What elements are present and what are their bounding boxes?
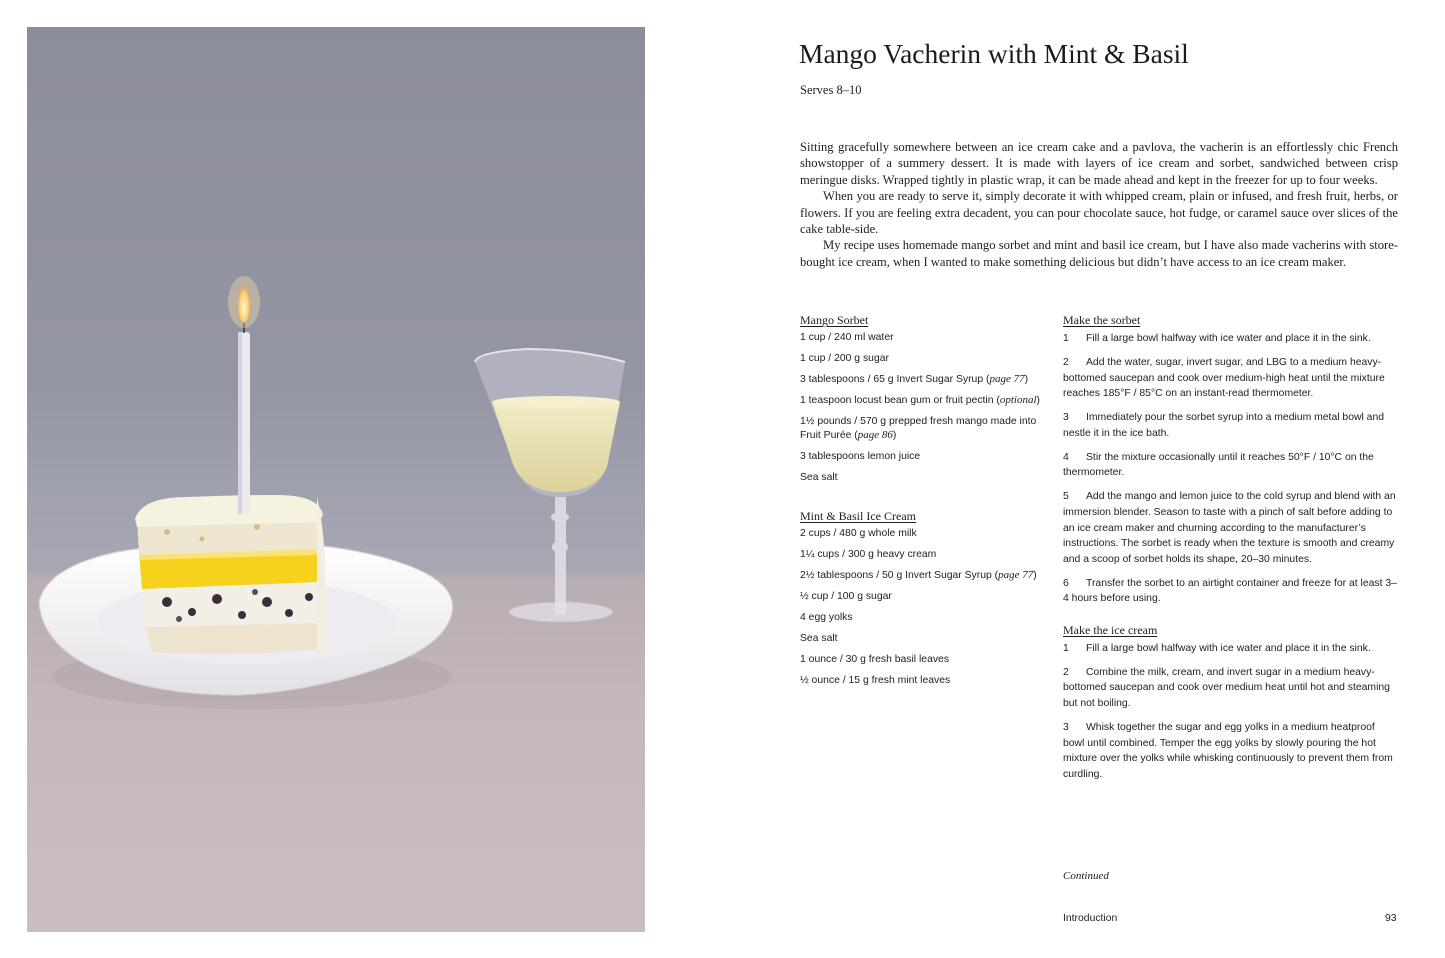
method-ice-cream — [1063, 623, 1399, 783]
step-number: 5 — [1063, 491, 1069, 503]
method-sorbet — [1063, 313, 1399, 607]
ingredient-group-mint-basil — [800, 509, 1045, 688]
ingredient-item: 1 teaspoon locust bean gum or fruit pectin (optional) — [800, 394, 1040, 406]
step-number: 3 — [1063, 412, 1069, 424]
candle-illustration — [228, 276, 260, 514]
method-step: 1 Fill a large bowl halfway with ice water and place it in the sink. — [1063, 331, 1399, 347]
ingredient-item: 1½ pounds / 570 g prepped fresh mango made into Fruit Purée (page 86) — [800, 416, 1037, 441]
ingredient-item: ½ ounce / 15 g fresh mint leaves — [800, 675, 951, 686]
ingredient-heading: Mint & Basil Ice Cream — [800, 509, 916, 523]
serves-label: Serves 8–10 — [800, 83, 862, 97]
intro-paragraph: My recipe uses homemade mango sorbet and mint and basil ice cream, but I have also made vacherins with store-bought ice cream, when I wanted to make something delicious but didn’t have access to an ice cream maker. — [800, 238, 1398, 269]
method-step: 3 Whisk together the sugar and egg yolks in a medium heatproof bowl until combined. Temper the egg yolks by slowly pouring the hot mixture over the yolks while whisking continuously to prevent them from curdling. — [1063, 722, 1393, 780]
ingredient-item: 1 cup / 200 g sugar — [800, 353, 889, 364]
ingredient-item: 1 cup / 240 ml water — [800, 332, 894, 343]
method-step: 2 Combine the milk, cream, and invert sugar in a medium heavy-bottomed saucepan and cook over medium heat until hot and steaming but not boiling. — [1063, 666, 1390, 710]
page-number: 93 — [1385, 913, 1397, 924]
step-number: 2 — [1063, 356, 1069, 368]
optional-note: optional — [999, 394, 1037, 406]
ingredient-item: 1 ounce / 30 g fresh basil leaves — [800, 654, 950, 665]
ingredient-list — [800, 527, 1045, 688]
ingredient-item: ½ cup / 100 g sugar — [800, 591, 892, 602]
step-list — [1063, 331, 1399, 607]
intro-paragraph: Sitting gracefully somewhere between an ice cream cake and a pavlova, the vacherin is an effortlessly chic French showstopper of a summery dessert. It is made with layers of ice cream and sorbet, sandwiched between crisp meringue disks. Wrapped tightly in plastic wrap, it can be made ahead and kept in the freezer for up to four weeks. — [800, 140, 1398, 187]
ingredients-column — [800, 313, 1045, 695]
ingredient-group-mango-sorbet — [800, 313, 1045, 484]
ingredient-item: Sea salt — [800, 633, 838, 644]
page-reference: page 77 — [989, 373, 1025, 385]
intro-text — [800, 139, 1398, 270]
wine-glass-illustration — [475, 349, 625, 622]
method-step: 2 Add the water, sugar, invert sugar, and LBG to a medium heavy-bottomed saucepan and cook over medium-high heat until the mixture reaches 185°F / 85°C on an instant-read thermometer. — [1063, 356, 1385, 400]
footer-section-name: Introduction — [1063, 913, 1118, 924]
photo-illustration — [27, 27, 645, 932]
page-reference: page 86 — [857, 428, 893, 441]
ingredient-item: 3 tablespoons / 65 g Invert Sugar Syrup (page 77) — [800, 373, 1029, 385]
ingredient-item: 2½ tablespoons / 50 g Invert Sugar Syrup (page 77) — [800, 569, 1037, 581]
method-heading: Make the ice cream — [1063, 622, 1158, 637]
step-number: 2 — [1063, 666, 1069, 678]
ingredient-item: 4 egg yolks — [800, 612, 853, 623]
method-step: 6 Transfer the sorbet to an airtight container and freeze for at least 3–4 hours before using. — [1063, 577, 1397, 605]
step-list — [1063, 641, 1399, 783]
ingredient-item: Sea salt — [800, 471, 838, 483]
step-number: 3 — [1063, 722, 1069, 734]
ingredient-list — [800, 331, 1045, 484]
recipe-photo — [27, 27, 645, 932]
method-step: 5 Add the mango and lemon juice to the cold syrup and blend with an immersion blender. Season to taste with a pinch of salt before adding to an ice cream maker and churning according to the manufacturer’s instructions. The sorbet is ready when the texture is smooth and creamy and a scoop of sorbet holds its shape, 20–30 minutes. — [1063, 491, 1396, 565]
method-step: 4 Stir the mixture occasionally until it reaches 50°F / 10°C on the thermometer. — [1063, 451, 1374, 479]
method-column — [1063, 313, 1399, 791]
ingredient-item: 3 tablespoons lemon juice — [800, 450, 921, 462]
method-heading: Make the sorbet — [1063, 313, 1141, 327]
step-number: 1 — [1063, 333, 1069, 344]
ingredient-heading: Mango Sorbet — [800, 313, 869, 327]
method-step: 1 Fill a large bowl halfway with ice water and place it in the sink. — [1063, 641, 1399, 657]
cake-slice-illustration — [135, 495, 326, 654]
step-number: 1 — [1063, 642, 1069, 654]
page-reference: page 77 — [998, 569, 1034, 581]
intro-paragraph: When you are ready to serve it, simply decorate it with whipped cream, plain or infused, and fresh fruit, herbs, or flowers. If you are feeling extra decadent, you can pour chocolate sauce, hot fudge, or caramel sauce over slices of the cake table-side. — [800, 189, 1398, 237]
continued-label: Continued — [1063, 870, 1109, 882]
recipe-title: Mango Vacherin with Mint & Basil — [799, 38, 1189, 69]
method-step: 3 Immediately pour the sorbet syrup into a medium metal bowl and nestle it in the ice bath. — [1063, 412, 1385, 439]
step-number: 4 — [1063, 451, 1069, 463]
ingredient-item: 1¼ cups / 300 g heavy cream — [800, 549, 937, 560]
step-number: 6 — [1063, 577, 1069, 589]
ingredient-item: 2 cups / 480 g whole milk — [800, 528, 917, 539]
